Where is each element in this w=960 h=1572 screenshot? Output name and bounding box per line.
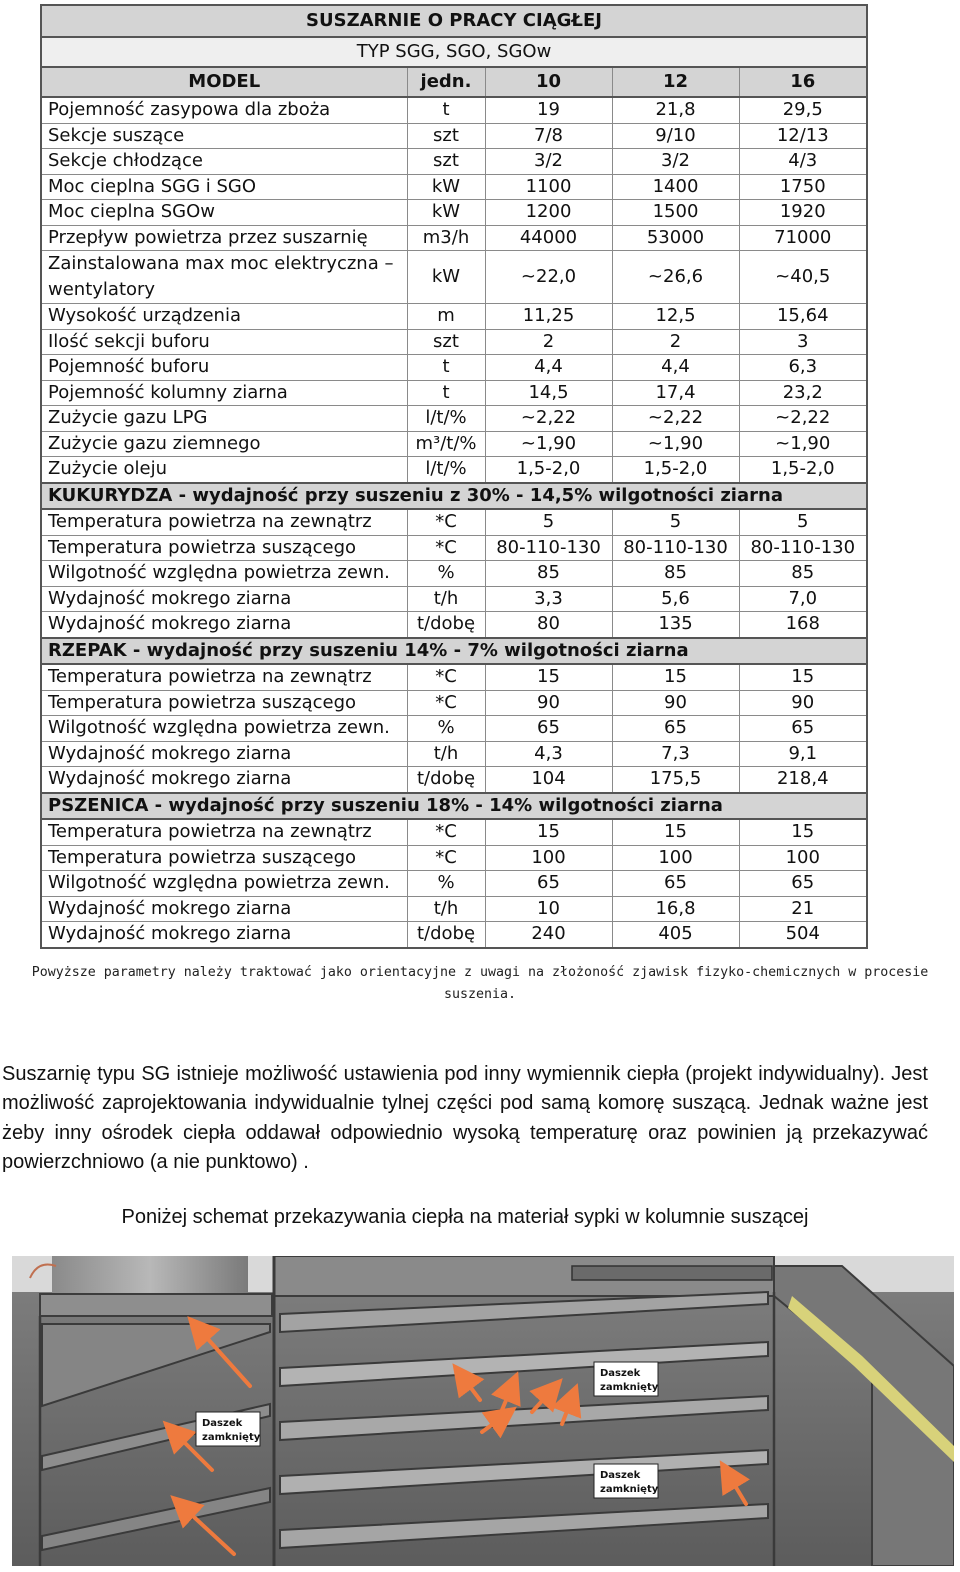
flap-label-3 bbox=[594, 1464, 659, 1498]
row-value-10: 1100 bbox=[485, 174, 612, 200]
row-value-12: 3/2 bbox=[612, 149, 739, 175]
flap-label-1-line1: Daszek bbox=[202, 1418, 243, 1429]
table-row bbox=[41, 97, 867, 123]
table-row bbox=[41, 561, 867, 587]
table-subtitle: TYP SGG, SGO, SGOw bbox=[41, 37, 867, 67]
row-value-10: 5 bbox=[485, 509, 612, 535]
header-model-16: 16 bbox=[739, 67, 867, 97]
row-value-10: 7/8 bbox=[485, 123, 612, 149]
flap-label-2-line1: Daszek bbox=[600, 1368, 641, 1379]
row-unit: t/dobę bbox=[407, 767, 485, 793]
row-value-10: 240 bbox=[485, 922, 612, 948]
table-row bbox=[41, 871, 867, 897]
row-unit: % bbox=[407, 871, 485, 897]
flap-label-3-line1: Daszek bbox=[600, 1470, 641, 1481]
row-value-16: 29,5 bbox=[739, 97, 867, 123]
row-value-12: 7,3 bbox=[612, 741, 739, 767]
row-value-10: 2 bbox=[485, 329, 612, 355]
row-value-12: 405 bbox=[612, 922, 739, 948]
row-value-10: 15 bbox=[485, 819, 612, 845]
row-value-12: 21,8 bbox=[612, 97, 739, 123]
flap-label-2-line2: zamknięty bbox=[600, 1382, 659, 1393]
row-value-10: 1,5-2,0 bbox=[485, 457, 612, 483]
row-value-16: 12/13 bbox=[739, 123, 867, 149]
row-value-12: 1,5-2,0 bbox=[612, 457, 739, 483]
section-heading-row bbox=[41, 483, 867, 510]
table-row bbox=[41, 612, 867, 638]
section-heading: KUKURYDZA - wydajność przy suszeniu z 30% - 14,5% wilgotności ziarna bbox=[41, 483, 867, 510]
row-label: Temperatura powietrza na zewnątrz bbox=[41, 509, 407, 535]
description-paragraph: Suszarnię typu SG istnieje możliwość ustawienia pod inny wymiennik ciepła (projekt indywidualny). Jest możliwość zaprojektowania indywidualnie tylnej części pod samą komorę suszącą. Jednak ważne jest żeby inny ośrodek ciepła oddawał odpowiednio wysoką temperaturę oraz powinien ją przekazywać powierzchniowo (a nie punktowo) . bbox=[2, 1063, 928, 1173]
flap-label-1-line2: zamknięty bbox=[202, 1432, 261, 1443]
row-label: Wydajność mokrego ziarna bbox=[41, 922, 407, 948]
section-heading: PSZENICA - wydajność przy suszeniu 18% - 14% wilgotności ziarna bbox=[41, 793, 867, 820]
row-value-16: 5 bbox=[739, 509, 867, 535]
row-value-12: ~26,6 bbox=[612, 251, 739, 304]
row-value-10: 4,4 bbox=[485, 355, 612, 381]
row-value-10: 104 bbox=[485, 767, 612, 793]
row-unit: t/h bbox=[407, 586, 485, 612]
row-value-10: 15 bbox=[485, 664, 612, 690]
row-unit: t/dobę bbox=[407, 612, 485, 638]
row-value-12: 15 bbox=[612, 664, 739, 690]
row-value-12: ~1,90 bbox=[612, 431, 739, 457]
table-row bbox=[41, 174, 867, 200]
row-value-12: 53000 bbox=[612, 225, 739, 251]
table-row bbox=[41, 251, 867, 304]
section-heading: RZEPAK - wydajność przy suszeniu 14% - 7% wilgotności ziarna bbox=[41, 638, 867, 665]
row-unit: szt bbox=[407, 329, 485, 355]
row-value-10: 85 bbox=[485, 561, 612, 587]
row-value-10: ~22,0 bbox=[485, 251, 612, 304]
row-label: Wydajność mokrego ziarna bbox=[41, 767, 407, 793]
header-model-12: 12 bbox=[612, 67, 739, 97]
row-label: Temperatura powietrza suszącego bbox=[41, 690, 407, 716]
left-box bbox=[40, 1294, 272, 1316]
row-label: Pojemność zasypowa dla zboża bbox=[41, 97, 407, 123]
diagram-caption: Poniżej schemat przekazywania ciepła na materiał sypki w kolumnie suszącej bbox=[121, 1206, 809, 1228]
row-label: Temperatura powietrza na zewnątrz bbox=[41, 664, 407, 690]
row-value-10: 4,3 bbox=[485, 741, 612, 767]
row-value-12: 65 bbox=[612, 716, 739, 742]
row-value-16: 65 bbox=[739, 716, 867, 742]
heat-transfer-diagram bbox=[12, 1256, 954, 1566]
row-value-16: 3 bbox=[739, 329, 867, 355]
row-value-12: 100 bbox=[612, 845, 739, 871]
row-value-16: 90 bbox=[739, 690, 867, 716]
table-row bbox=[41, 845, 867, 871]
row-unit: % bbox=[407, 716, 485, 742]
row-label: Zużycie gazu ziemnego bbox=[41, 431, 407, 457]
header-unit: jedn. bbox=[407, 67, 485, 97]
row-value-16: 100 bbox=[739, 845, 867, 871]
row-value-16: 15,64 bbox=[739, 304, 867, 330]
row-value-16: ~1,90 bbox=[739, 431, 867, 457]
table-subtitle-row bbox=[41, 37, 867, 67]
row-unit: *C bbox=[407, 535, 485, 561]
table-header-row bbox=[41, 67, 867, 97]
row-label: Temperatura powietrza na zewnątrz bbox=[41, 819, 407, 845]
row-value-16: 23,2 bbox=[739, 380, 867, 406]
flap-label-2 bbox=[594, 1362, 659, 1396]
row-value-10: 19 bbox=[485, 97, 612, 123]
row-value-10: 80 bbox=[485, 612, 612, 638]
table-row bbox=[41, 304, 867, 330]
row-unit: szt bbox=[407, 149, 485, 175]
header-model-10: 10 bbox=[485, 67, 612, 97]
row-unit: t/h bbox=[407, 741, 485, 767]
row-unit: szt bbox=[407, 123, 485, 149]
row-value-12: 16,8 bbox=[612, 896, 739, 922]
row-value-12: 80-110-130 bbox=[612, 535, 739, 561]
row-unit: *C bbox=[407, 690, 485, 716]
row-unit: t bbox=[407, 97, 485, 123]
table-row bbox=[41, 690, 867, 716]
spec-table-body bbox=[41, 5, 867, 948]
row-value-12: ~2,22 bbox=[612, 406, 739, 432]
row-value-10: 65 bbox=[485, 871, 612, 897]
row-value-10: 1200 bbox=[485, 200, 612, 226]
row-value-10: ~2,22 bbox=[485, 406, 612, 432]
row-value-10: 65 bbox=[485, 716, 612, 742]
row-unit: *C bbox=[407, 509, 485, 535]
row-value-16: 65 bbox=[739, 871, 867, 897]
row-value-10: 10 bbox=[485, 896, 612, 922]
row-unit: *C bbox=[407, 819, 485, 845]
row-unit: m bbox=[407, 304, 485, 330]
spec-table bbox=[40, 4, 868, 949]
row-label: Sekcje chłodzące bbox=[41, 149, 407, 175]
table-title: SUSZARNIE O PRACY CIĄGŁEJ bbox=[41, 5, 867, 37]
table-row bbox=[41, 741, 867, 767]
row-value-10: ~1,90 bbox=[485, 431, 612, 457]
row-unit: t/h bbox=[407, 896, 485, 922]
table-row bbox=[41, 819, 867, 845]
row-value-16: 15 bbox=[739, 819, 867, 845]
row-value-12: 12,5 bbox=[612, 304, 739, 330]
table-row bbox=[41, 406, 867, 432]
table-row bbox=[41, 200, 867, 226]
row-label: Temperatura powietrza suszącego bbox=[41, 535, 407, 561]
table-row bbox=[41, 767, 867, 793]
row-label: Temperatura powietrza suszącego bbox=[41, 845, 407, 871]
row-value-10: 3,3 bbox=[485, 586, 612, 612]
row-label: Sekcje suszące bbox=[41, 123, 407, 149]
row-value-16: 1,5-2,0 bbox=[739, 457, 867, 483]
table-row bbox=[41, 225, 867, 251]
row-unit: m³/t/% bbox=[407, 431, 485, 457]
row-unit: *C bbox=[407, 845, 485, 871]
table-row bbox=[41, 431, 867, 457]
row-unit: t/dobę bbox=[407, 922, 485, 948]
row-value-12: 2 bbox=[612, 329, 739, 355]
row-value-10: 44000 bbox=[485, 225, 612, 251]
row-label: Wysokość urządzenia bbox=[41, 304, 407, 330]
row-value-16: 1920 bbox=[739, 200, 867, 226]
row-value-16: 218,4 bbox=[739, 767, 867, 793]
row-value-10: 80-110-130 bbox=[485, 535, 612, 561]
row-label: Ilość sekcji buforu bbox=[41, 329, 407, 355]
row-value-16: 7,0 bbox=[739, 586, 867, 612]
row-value-16: 80-110-130 bbox=[739, 535, 867, 561]
row-value-10: 14,5 bbox=[485, 380, 612, 406]
row-value-12: 90 bbox=[612, 690, 739, 716]
disclaimer-note: Powyższe parametry należy traktować jako orientacyjne z uwagi na złożoność zjawisk fizyko-chemicznych w procesie suszenia. bbox=[31, 965, 929, 1002]
table-row bbox=[41, 664, 867, 690]
table-row bbox=[41, 509, 867, 535]
row-label: Pojemność kolumny ziarna bbox=[41, 380, 407, 406]
row-value-16: 15 bbox=[739, 664, 867, 690]
row-value-16: 71000 bbox=[739, 225, 867, 251]
row-unit: t bbox=[407, 380, 485, 406]
row-unit: t bbox=[407, 355, 485, 381]
top-rail bbox=[572, 1266, 772, 1280]
table-row bbox=[41, 535, 867, 561]
row-label: Wydajność mokrego ziarna bbox=[41, 586, 407, 612]
row-label: Pojemność buforu bbox=[41, 355, 407, 381]
row-unit: l/t/% bbox=[407, 406, 485, 432]
row-unit: *C bbox=[407, 664, 485, 690]
row-value-12: 5 bbox=[612, 509, 739, 535]
row-value-12: 9/10 bbox=[612, 123, 739, 149]
row-label: Zużycie oleju bbox=[41, 457, 407, 483]
row-value-12: 15 bbox=[612, 819, 739, 845]
table-row bbox=[41, 716, 867, 742]
table-row bbox=[41, 355, 867, 381]
table-title-row bbox=[41, 5, 867, 37]
row-label: Wydajność mokrego ziarna bbox=[41, 896, 407, 922]
row-label: Wilgotność względna powietrza zewn. bbox=[41, 871, 407, 897]
row-label: Moc cieplna SGOw bbox=[41, 200, 407, 226]
row-label: Przepływ powietrza przez suszarnię bbox=[41, 225, 407, 251]
row-value-16: ~2,22 bbox=[739, 406, 867, 432]
table-row bbox=[41, 586, 867, 612]
row-value-12: 17,4 bbox=[612, 380, 739, 406]
row-value-16: 1750 bbox=[739, 174, 867, 200]
row-value-16: 9,1 bbox=[739, 741, 867, 767]
row-value-12: 65 bbox=[612, 871, 739, 897]
flap-label-1 bbox=[196, 1412, 261, 1446]
row-value-16: ~40,5 bbox=[739, 251, 867, 304]
row-value-16: 85 bbox=[739, 561, 867, 587]
row-unit: kW bbox=[407, 174, 485, 200]
table-row bbox=[41, 329, 867, 355]
row-label: Moc cieplna SGG i SGO bbox=[41, 174, 407, 200]
flap-label-3-line2: zamknięty bbox=[600, 1484, 659, 1495]
row-unit: kW bbox=[407, 200, 485, 226]
row-unit: m3/h bbox=[407, 225, 485, 251]
row-value-16: 504 bbox=[739, 922, 867, 948]
table-row bbox=[41, 896, 867, 922]
row-unit: kW bbox=[407, 251, 485, 304]
row-label: Wydajność mokrego ziarna bbox=[41, 741, 407, 767]
header-model: MODEL bbox=[41, 67, 407, 97]
row-label: Zużycie gazu LPG bbox=[41, 406, 407, 432]
row-value-10: 90 bbox=[485, 690, 612, 716]
table-row bbox=[41, 149, 867, 175]
row-value-10: 100 bbox=[485, 845, 612, 871]
row-value-12: 4,4 bbox=[612, 355, 739, 381]
section-heading-row bbox=[41, 793, 867, 820]
row-value-12: 135 bbox=[612, 612, 739, 638]
row-value-16: 21 bbox=[739, 896, 867, 922]
row-value-12: 175,5 bbox=[612, 767, 739, 793]
row-label: Zainstalowana max moc elektryczna – wentylatory bbox=[41, 251, 407, 304]
table-row bbox=[41, 922, 867, 948]
table-row bbox=[41, 380, 867, 406]
row-value-16: 4/3 bbox=[739, 149, 867, 175]
row-value-12: 85 bbox=[612, 561, 739, 587]
row-value-10: 11,25 bbox=[485, 304, 612, 330]
round-duct bbox=[52, 1256, 248, 1296]
row-unit: l/t/% bbox=[407, 457, 485, 483]
section-heading-row bbox=[41, 638, 867, 665]
table-row bbox=[41, 457, 867, 483]
row-value-12: 1500 bbox=[612, 200, 739, 226]
row-value-12: 5,6 bbox=[612, 586, 739, 612]
row-value-10: 3/2 bbox=[485, 149, 612, 175]
row-label: Wydajność mokrego ziarna bbox=[41, 612, 407, 638]
row-value-16: 6,3 bbox=[739, 355, 867, 381]
row-label: Wilgotność względna powietrza zewn. bbox=[41, 716, 407, 742]
row-unit: % bbox=[407, 561, 485, 587]
table-row bbox=[41, 123, 867, 149]
row-label: Wilgotność względna powietrza zewn. bbox=[41, 561, 407, 587]
row-value-16: 168 bbox=[739, 612, 867, 638]
row-value-12: 1400 bbox=[612, 174, 739, 200]
